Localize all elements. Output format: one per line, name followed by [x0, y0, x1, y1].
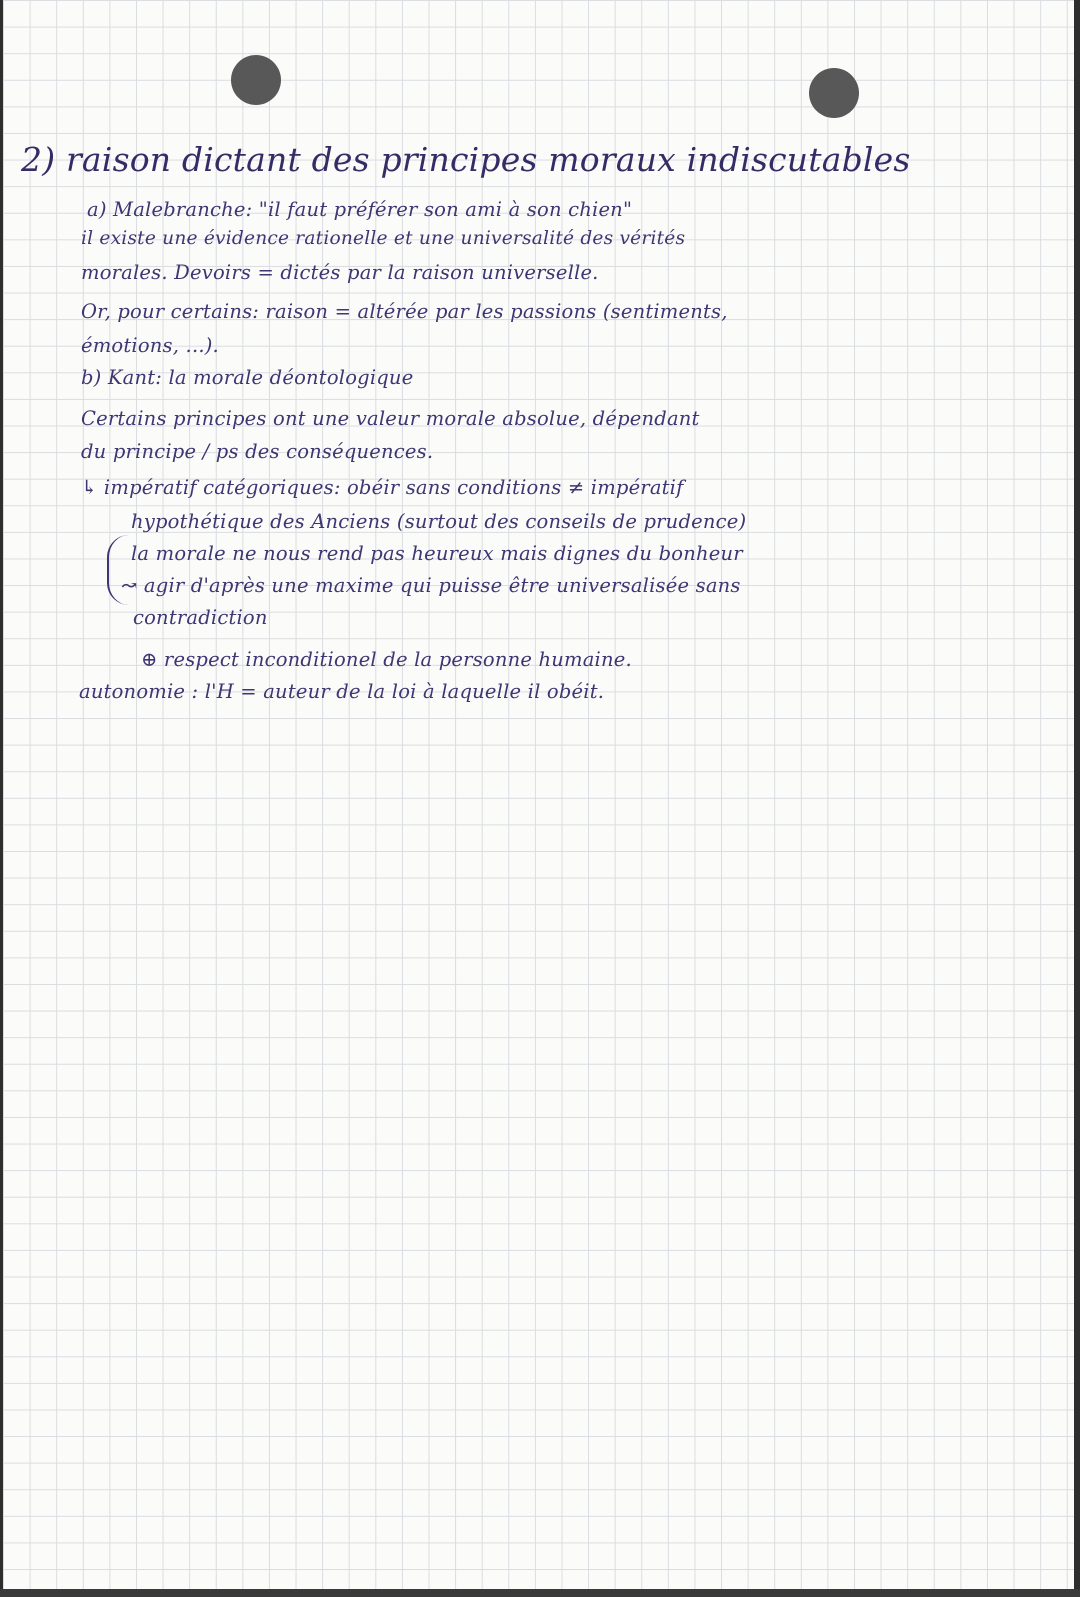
note-line-14: ⊕ respect inconditionel de la personne humaine.: [141, 648, 632, 671]
page-bottom-edge: [0, 1589, 1080, 1597]
binder-hole-right: [809, 68, 859, 118]
note-line-15: autonomie : l'H = auteur de la loi à laquelle il obéit.: [79, 680, 605, 703]
note-line-6: b) Kant: la morale déontologique: [81, 366, 414, 389]
notes-heading: 2) raison dictant des principes moraux indiscutables: [21, 140, 911, 179]
note-line-10: hypothétique des Anciens (surtout des conseils de prudence): [131, 510, 747, 533]
binder-hole-left: [231, 55, 281, 105]
note-line-11: la morale ne nous rend pas heureux mais dignes du bonheur: [131, 542, 743, 565]
notebook-page: [3, 0, 1074, 1589]
note-line-7: Certains principes ont une valeur morale absolue, dépendant: [81, 407, 700, 430]
note-line-1: a) Malebranche: "il faut préférer son ami à son chien": [87, 198, 633, 221]
note-line-12: ↝ agir d'après une maxime qui puisse être universalisée sans: [121, 574, 741, 597]
note-line-8: du principe / ps des conséquences.: [81, 440, 434, 463]
note-line-5: émotions, ...).: [81, 334, 219, 357]
note-line-4: Or, pour certains: raison = altérée par les passions (sentiments,: [81, 300, 728, 323]
note-line-9: ↳ impératif catégoriques: obéir sans conditions ≠ impératif: [81, 476, 684, 499]
margin-bracket: [107, 535, 129, 605]
note-line-13: contradiction: [133, 606, 268, 629]
note-line-2: il existe une évidence rationelle et une universalité des vérités: [81, 228, 686, 249]
note-line-3: morales. Devoirs = dictés par la raison universelle.: [81, 261, 599, 284]
